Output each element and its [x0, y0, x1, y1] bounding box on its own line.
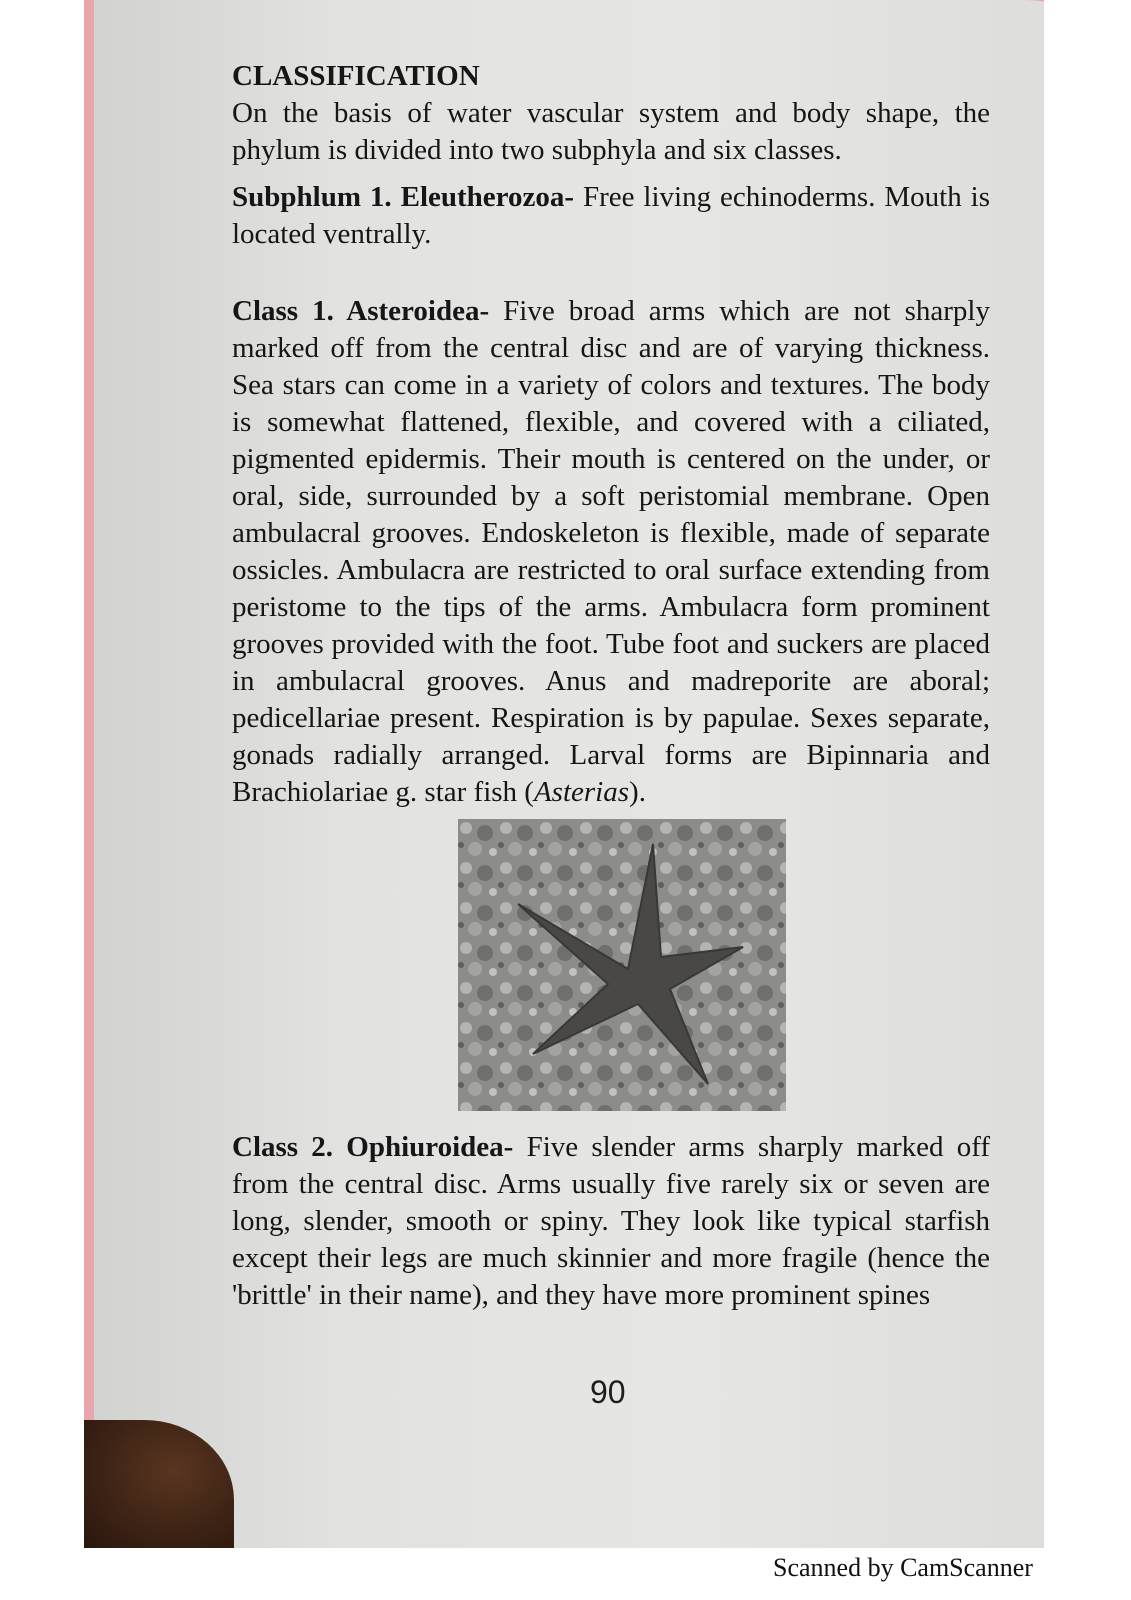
class2-title: Class 2. Ophiuroidea- — [232, 1131, 514, 1163]
page-text — [232, 58, 990, 1314]
scanner-watermark: Scanned by CamScanner — [773, 1553, 1033, 1582]
class2-text: Five slender arms sharply marked off from the central disc. Arms usually five rarely six or seven are long, slender, smooth or spiny. They look like typical starfish except their legs are much skinnier and more fragile (hence the 'brittle' in their name), and they have more prominent spines — [232, 1131, 990, 1311]
class1-genus: Asterias — [533, 776, 630, 808]
subphylum-text: Free living echinoderms. Mouth is located ventrally. — [232, 181, 990, 250]
starfish-photo — [458, 819, 786, 1111]
subphylum-title: Subphlum 1. Eleutherozoa- — [232, 181, 575, 213]
page-number: 90 — [590, 1374, 626, 1410]
section-heading: CLASSIFICATION — [232, 60, 480, 92]
class1-paragraph — [232, 293, 990, 811]
subphylum-paragraph — [232, 179, 990, 253]
class1-text-end: ). — [629, 776, 646, 808]
starfish-illustration — [458, 819, 786, 1111]
intro-paragraph: On the basis of water vascular system and body shape, the phylum is divided into two subphyla and six classes. — [232, 97, 990, 166]
class2-paragraph — [232, 1129, 990, 1314]
class1-title: Class 1. Asteroidea- — [232, 295, 490, 327]
class1-text: Five broad arms which are not sharply marked off from the central disc and are of varying thickness. Sea stars can come in a variety of colors and textures. The body is somewhat flattened, flexible, and covered with a ciliated, pigmented epidermis. Their mouth is centered on the under, or oral, side, surrounded by a soft peristomial membrane. Open ambulacral grooves. Endoskeleton is flexible, made of separate ossicles. Ambulacra are restricted to oral surface extending from peristome to the tips of the arms. Ambulacra form prominent grooves provided with the foot. Tube foot and suckers are placed in ambulacral grooves. Anus and madreporite are aboral; pedicellariae present. Respiration is by papulae. Sexes separate, gonads radially arranged. Larval forms are Bipinnaria and Brachiolariae g. star fish ( — [232, 295, 990, 808]
